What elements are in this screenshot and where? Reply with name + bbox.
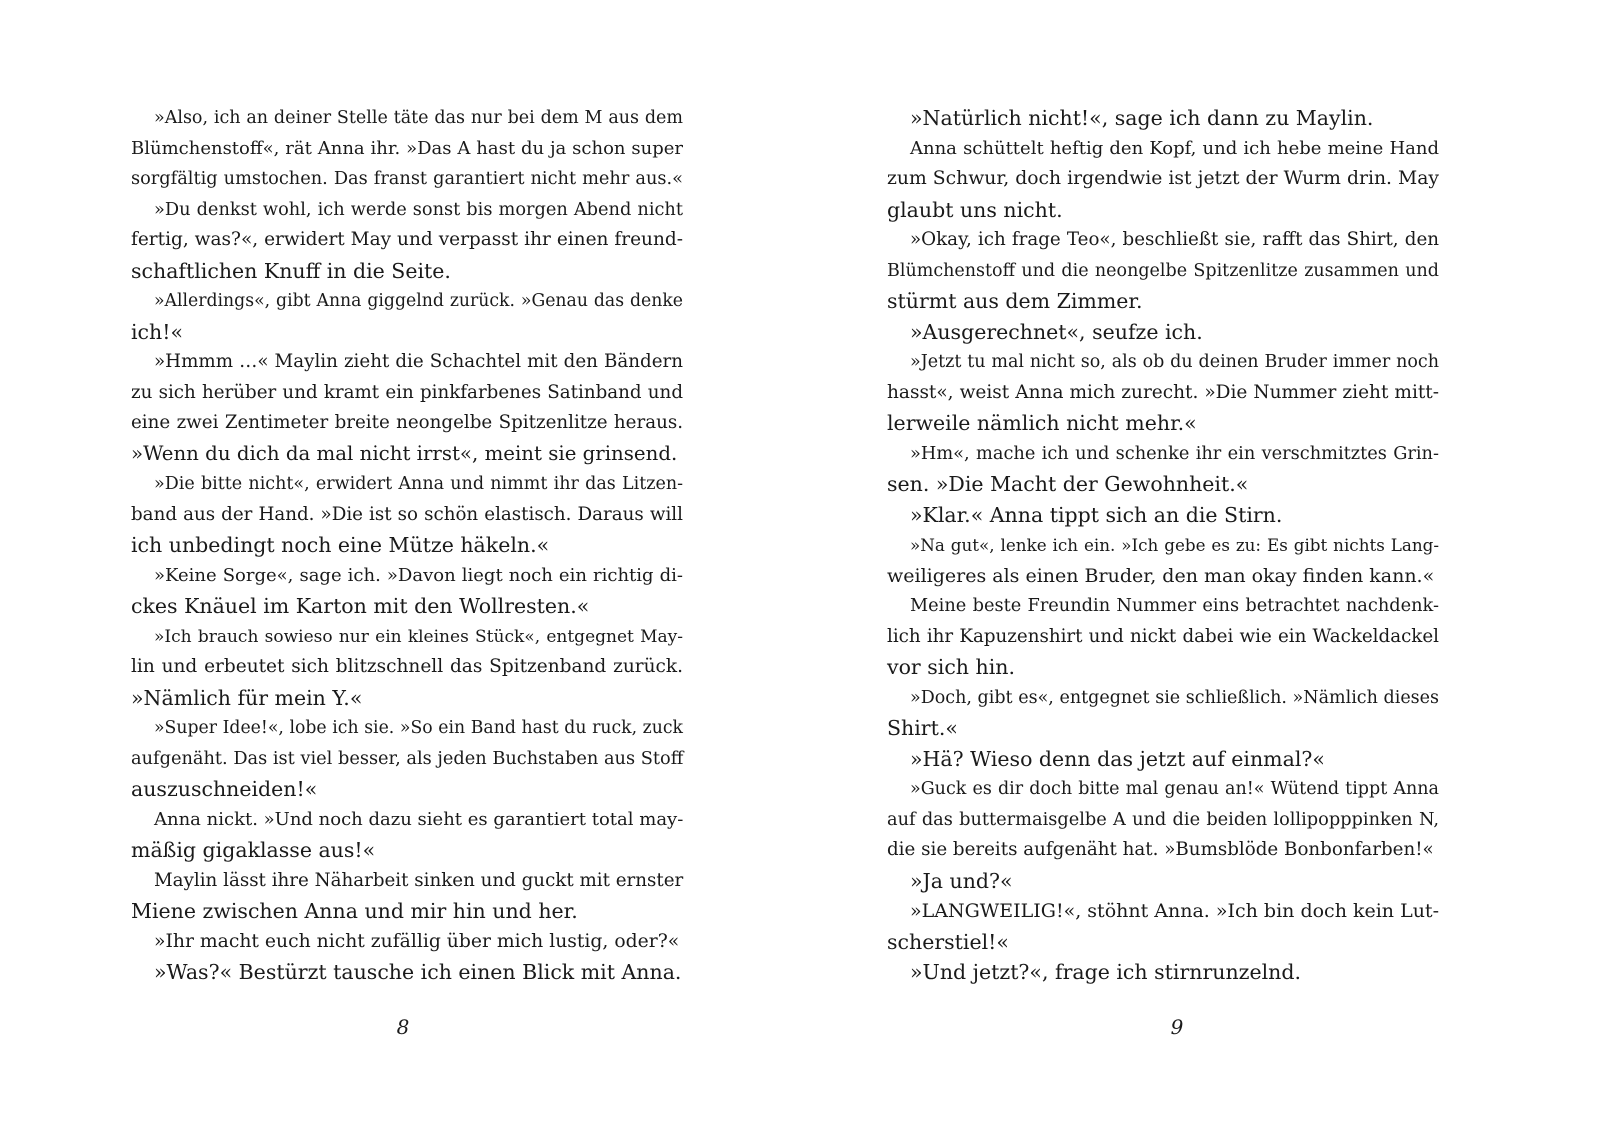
text-line: »Ja und?« [910,868,1013,893]
text-line: »Nämlich für mein Y.« [131,685,363,710]
text-line: Shirt.« [887,716,958,740]
text-line: zum Schwur, doch irgendwie ist jetzt der Wurm drin. May [887,168,1439,189]
text-line: »Die bitte nicht«, erwidert Anna und nimmt ihr das Litzen- [154,474,683,494]
page-number-right: 9 [1170,1015,1184,1039]
text-line: ich!« [131,319,184,344]
text-line: fertig, was?«, erwidert May und verpasst ihr einen freund- [131,229,683,250]
text-line: »Guck es dir doch bitte mal genau an!« Wütend tippt Anna [910,779,1439,799]
text-line: »Doch, gibt es«, entgegnet sie schließlich. »Nämlich dieses [910,687,1439,708]
text-line: Anna nickt. »Und noch dazu sieht es garantiert total may- [154,808,684,830]
text-line: »LANGWEILIG!«, stöhnt Anna. »Ich bin doch kein Lut- [910,900,1439,922]
text-line: glaubt uns nicht. [887,197,1063,222]
left-page [131,103,683,988]
text-line: »Und jetzt?«, frage ich stirnrunzelnd. [910,960,1301,984]
text-line: stürmt aus dem Zimmer. [887,289,1143,313]
text-line: »Super Idee!«, lobe ich sie. »So ein Band hast du ruck, zuck [154,718,683,738]
text-line: mäßig gigaklasse aus!« [131,838,376,862]
text-line: aufgenäht. Das ist viel besser, als jeden Buchstaben aus Stoff [131,748,684,769]
text-line: »Ich brauch sowieso nur ein kleines Stück«, entgegnet May- [154,626,683,647]
text-line: »Wenn du dich da mal nicht irrst«, meint sie grinsend. [131,441,678,465]
text-line: ich unbedingt noch eine Mütze häkeln.« [131,533,550,557]
text-line: »Jetzt tu mal nicht so, als ob du deinen Bruder immer noch [910,352,1439,372]
text-line: schaftlichen Knuff in die Seite. [131,258,451,283]
text-line: »Natürlich nicht!«, sage ich dann zu Maylin. [910,106,1374,130]
text-line: »Hmmm …« Maylin zieht die Schachtel mit den Bändern [154,351,683,372]
text-line: scherstiel!« [887,929,1009,954]
text-line: sen. »Die Macht der Gewohnheit.« [887,472,1249,496]
text-line: weiligeres als einen Bruder, den man okay finden kann.« [887,564,1435,587]
text-line: Blümchenstoff«, rät Anna ihr. »Das A hast du ja schon super [131,137,683,159]
text-line: die sie bereits aufgenäht hat. »Bumsblöde Bonbonfarben!« [887,839,1434,860]
text-line: auszuschneiden!« [131,777,318,801]
text-line: hasst«, weist Anna mich zurecht. »Die Nummer zieht mitt- [887,381,1439,403]
text-line: Miene zwischen Anna und mir hin und her. [131,899,578,923]
text-line: »Na gut«, lenke ich ein. »Ich gebe es zu: Es gibt nichts Lang- [910,535,1439,555]
text-line: »Keine Sorge«, sage ich. »Davon liegt noch ein richtig di- [154,564,683,586]
text-line: Maylin lässt ihre Näharbeit sinken und guckt mit ernster [154,869,684,891]
text-line: band aus der Hand. »Die ist so schön elastisch. Daraus will [131,503,683,525]
right-page [887,103,1439,988]
page-number-left: 8 [396,1015,410,1039]
text-line: »Du denkst wohl, ich werde sonst bis morgen Abend nicht [154,199,683,220]
text-line: eine zwei Zentimeter breite neongelbe Spitzenlitze heraus. [131,412,683,433]
text-line: Anna schüttelt heftig den Kopf, und ich hebe meine Hand [910,137,1439,159]
text-line: Blümchenstoff und die neongelbe Spitzenlitze zusammen und [887,260,1439,281]
text-line: Meine beste Freundin Nummer eins betrachtet nachdenk- [910,596,1439,616]
text-line: zu sich herüber und kramt ein pinkfarbenes Satinband und [131,381,683,403]
text-line: »Ausgerechnet«, seufze ich. [910,319,1203,344]
text-line: »Klar.« Anna tippt sich an die Stirn. [910,502,1283,527]
text-line: »Allerdings«, gibt Anna giggelnd zurück. »Genau das denke [154,291,683,311]
text-line: ckes Knäuel im Karton mit den Wollresten.« [131,594,590,618]
text-line: »Hä? Wieso denn das jetzt auf einmal?« [910,746,1325,771]
text-line: »Hm«, mache ich und schenke ihr ein verschmitztes Grin- [910,443,1439,464]
text-line: »Also, ich an deiner Stelle täte das nur bei dem M aus dem [154,108,683,128]
text-line: »Was?« Bestürzt tausche ich einen Blick mit Anna. [154,960,682,984]
text-line: auf das buttermaisgelbe A und die beiden lollipopppinken N, [887,809,1439,830]
text-line: »Ihr macht euch nicht zufällig über mich lustig, oder?« [154,930,680,952]
text-line: »Okay, ich frage Teo«, beschließt sie, rafft das Shirt, den [910,229,1439,250]
text-line: lerweile nämlich nicht mehr.« [887,411,1197,435]
text-line: vor sich hin. [887,655,1015,679]
text-line: sorgfältig umstochen. Das franst garantiert nicht mehr aus.« [131,169,683,189]
text-line: lin und erbeutet sich blitzschnell das Spitzenband zurück. [131,656,683,677]
text-line: lich ihr Kapuzenshirt und nickt dabei wie ein Wackeldackel [887,625,1439,647]
